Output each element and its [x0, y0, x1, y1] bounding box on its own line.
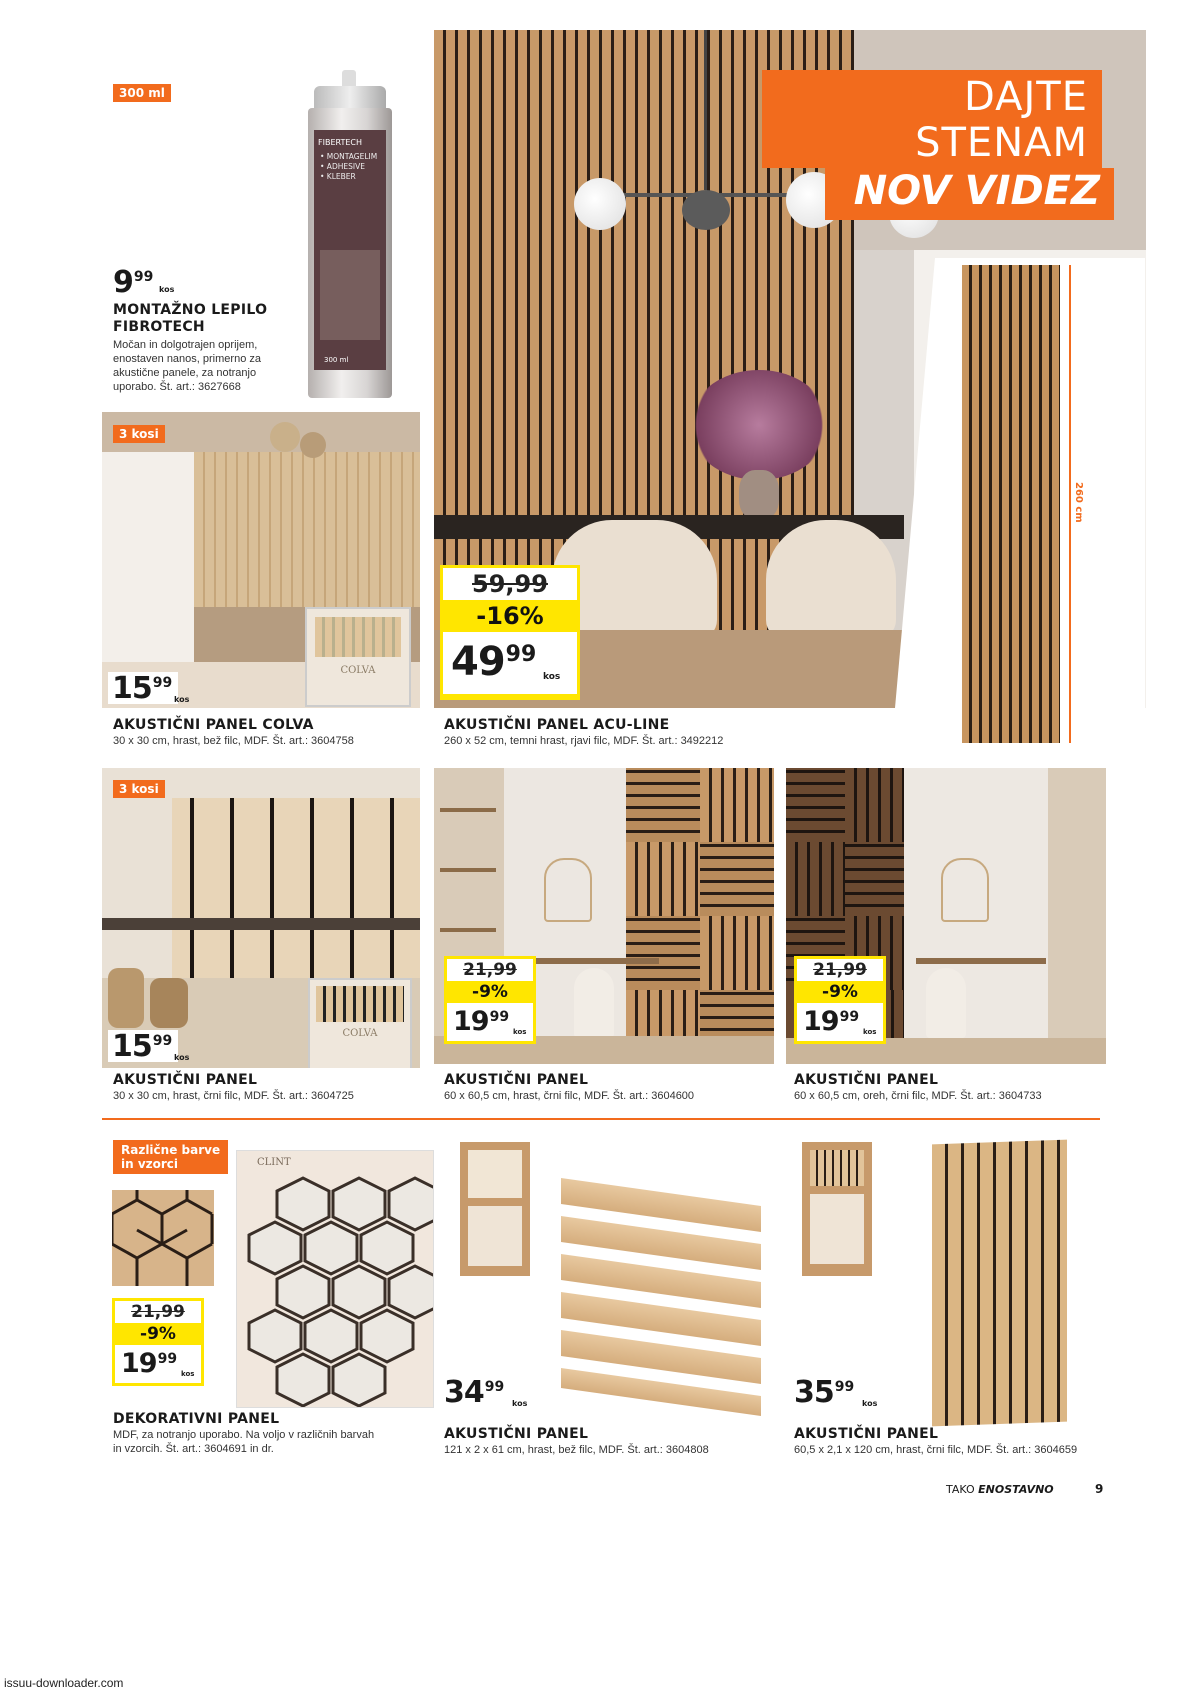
price-decimal: 99 [505, 642, 537, 667]
discount: -9% [472, 982, 508, 1002]
tube-line: • ADHESIVE [320, 162, 365, 171]
panel-733-title: AKUSTIČNI PANEL [794, 1072, 939, 1088]
tube-line: • KLEBER [320, 172, 356, 181]
title-line: FIBROTECH [113, 319, 205, 335]
desc-line: Močan in dolgotrajen oprijem, [113, 339, 258, 351]
old-price: 21,99 [447, 959, 533, 981]
adhesive-description [113, 338, 313, 394]
panel-733-price-box [794, 956, 886, 1044]
price-decimal: 99 [152, 675, 173, 691]
desc-line: uporabo. Št. art.: 3627668 [113, 381, 241, 393]
volume-badge: 300 ml [113, 84, 171, 102]
panel-808-title: AKUSTIČNI PANEL [444, 1426, 589, 1442]
price-unit: kos [513, 1028, 527, 1036]
price-integer: 9 [113, 265, 133, 300]
tagline-plain: TAKO [946, 1483, 975, 1496]
dimension-label: 260 cm [1073, 482, 1084, 523]
footer-tagline [946, 1483, 1054, 1496]
panel-black-title: AKUSTIČNI PANEL [113, 1072, 258, 1088]
price-decimal: 99 [484, 1379, 505, 1395]
tube-line: • MONTAGELIM [320, 152, 378, 161]
colva-title: AKUSTIČNI PANEL COLVA [113, 717, 314, 733]
price-decimal: 99 [839, 1009, 860, 1025]
title-line: MONTAŽNO LEPILO [113, 302, 268, 318]
headline-banner [762, 70, 1102, 220]
discount: -9% [140, 1324, 176, 1344]
aculine-panel-image [962, 265, 1060, 743]
adhesive-title [113, 302, 267, 336]
variants-badge [113, 1140, 228, 1174]
price-integer: 35 [794, 1375, 834, 1410]
price-decimal: 99 [152, 1033, 173, 1049]
price-decimal: 99 [834, 1379, 855, 1395]
price-decimal: 99 [133, 269, 154, 285]
panel-black-image [102, 768, 420, 1068]
panel-black-description: 30 x 30 cm, hrast, črni filc, MDF. Št. art.: 3604725 [113, 1090, 354, 1102]
discount: -9% [822, 982, 858, 1002]
quantity-badge: 3 kosi [113, 425, 165, 443]
panel-659-pack-image [802, 1142, 872, 1276]
adhesive-tube-image [300, 70, 400, 400]
price-unit: kos [863, 1028, 877, 1036]
tube-brand: FIBERTECH [318, 138, 363, 147]
tagline-bold: ENOSTAVNO [978, 1483, 1054, 1496]
aculine-price-box [440, 565, 580, 700]
discount: -16% [476, 602, 544, 630]
section-divider [102, 1118, 1100, 1120]
badge-line: Različne barve [121, 1143, 221, 1157]
panel-600-title: AKUSTIČNI PANEL [444, 1072, 589, 1088]
panel-659-slats-image [932, 1140, 1067, 1427]
panel-808-pack-image [460, 1142, 530, 1276]
price-unit: kos [543, 672, 561, 682]
panel-659-description: 60,5 x 2,1 x 120 cm, hrast, črni filc, MDF. Št. art.: 3604659 [794, 1444, 1078, 1456]
price-integer: 19 [453, 1006, 489, 1037]
old-price: 59,99 [443, 568, 577, 600]
panel-659-price [794, 1375, 878, 1410]
panel-600-price-box [444, 956, 536, 1044]
tube-size: 300 ml [324, 356, 349, 364]
page-number: 9 [1095, 1482, 1104, 1496]
panel-black-price [108, 1029, 190, 1064]
badge-line: in vzorci [121, 1157, 179, 1171]
pack-label: COLVA [342, 1028, 378, 1039]
price-integer: 19 [803, 1006, 839, 1037]
dimension-line [1069, 265, 1071, 743]
pack-label: CLINT [257, 1157, 291, 1168]
panel-808-price [444, 1375, 528, 1410]
price-integer: 49 [451, 639, 505, 685]
old-price: 21,99 [115, 1301, 201, 1323]
price-unit: kos [512, 1399, 528, 1408]
colva-price [108, 671, 190, 706]
desc-line: enostaven nanos, primerno za [113, 353, 261, 365]
decorative-pattern-swatch [112, 1190, 214, 1286]
price-decimal: 99 [489, 1009, 510, 1025]
headline-line1: DAJTE STENAM [762, 70, 1102, 168]
aculine-description: 260 x 52 cm, temni hrast, rjavi filc, MDF. Št. art.: 3492212 [444, 735, 724, 747]
panel-808-slats-image [555, 1192, 765, 1414]
price-integer: 34 [444, 1375, 484, 1410]
price-integer: 15 [112, 1029, 152, 1064]
decorative-description [113, 1428, 374, 1456]
colva-image [102, 412, 420, 708]
colva-description: 30 x 30 cm, hrast, bež filc, MDF. Št. art.: 3604758 [113, 735, 354, 747]
desc-line: akustične panele, za notranjo [113, 367, 257, 379]
desc-line: in vzorcih. Št. art.: 3604691 in dr. [113, 1443, 274, 1455]
price-integer: 19 [121, 1348, 157, 1379]
adhesive-price [113, 265, 183, 300]
price-unit: kos [181, 1370, 195, 1378]
price-decimal: 99 [157, 1351, 178, 1367]
old-price: 21,99 [797, 959, 883, 981]
panel-733-description: 60 x 60,5 cm, oreh, črni filc, MDF. Št. art.: 3604733 [794, 1090, 1042, 1102]
decorative-title: DEKORATIVNI PANEL [113, 1411, 280, 1427]
quantity-badge: 3 kosi [113, 780, 165, 798]
panel-808-description: 121 x 2 x 61 cm, hrast, bež filc, MDF. Št. art.: 3604808 [444, 1444, 709, 1456]
aculine-title: AKUSTIČNI PANEL ACU-LINE [444, 717, 670, 733]
desc-line: MDF, za notranjo uporabo. Na voljo v različnih barvah [113, 1429, 375, 1441]
price-unit: kos [174, 695, 190, 704]
watermark: issuu-downloader.com [4, 1676, 124, 1690]
decorative-price-box [112, 1298, 204, 1386]
panel-600-description: 60 x 60,5 cm, hrast, črni filc, MDF. Št. art.: 3604600 [444, 1090, 695, 1102]
panel-659-title: AKUSTIČNI PANEL [794, 1426, 939, 1442]
price-integer: 15 [112, 671, 152, 706]
price-unit: kos [159, 285, 175, 294]
price-unit: kos [174, 1053, 190, 1062]
price-unit: kos [862, 1399, 878, 1408]
decorative-pack-image [236, 1150, 434, 1408]
pack-label: COLVA [340, 665, 376, 676]
headline-line2: NOV VIDEZ [825, 168, 1114, 220]
